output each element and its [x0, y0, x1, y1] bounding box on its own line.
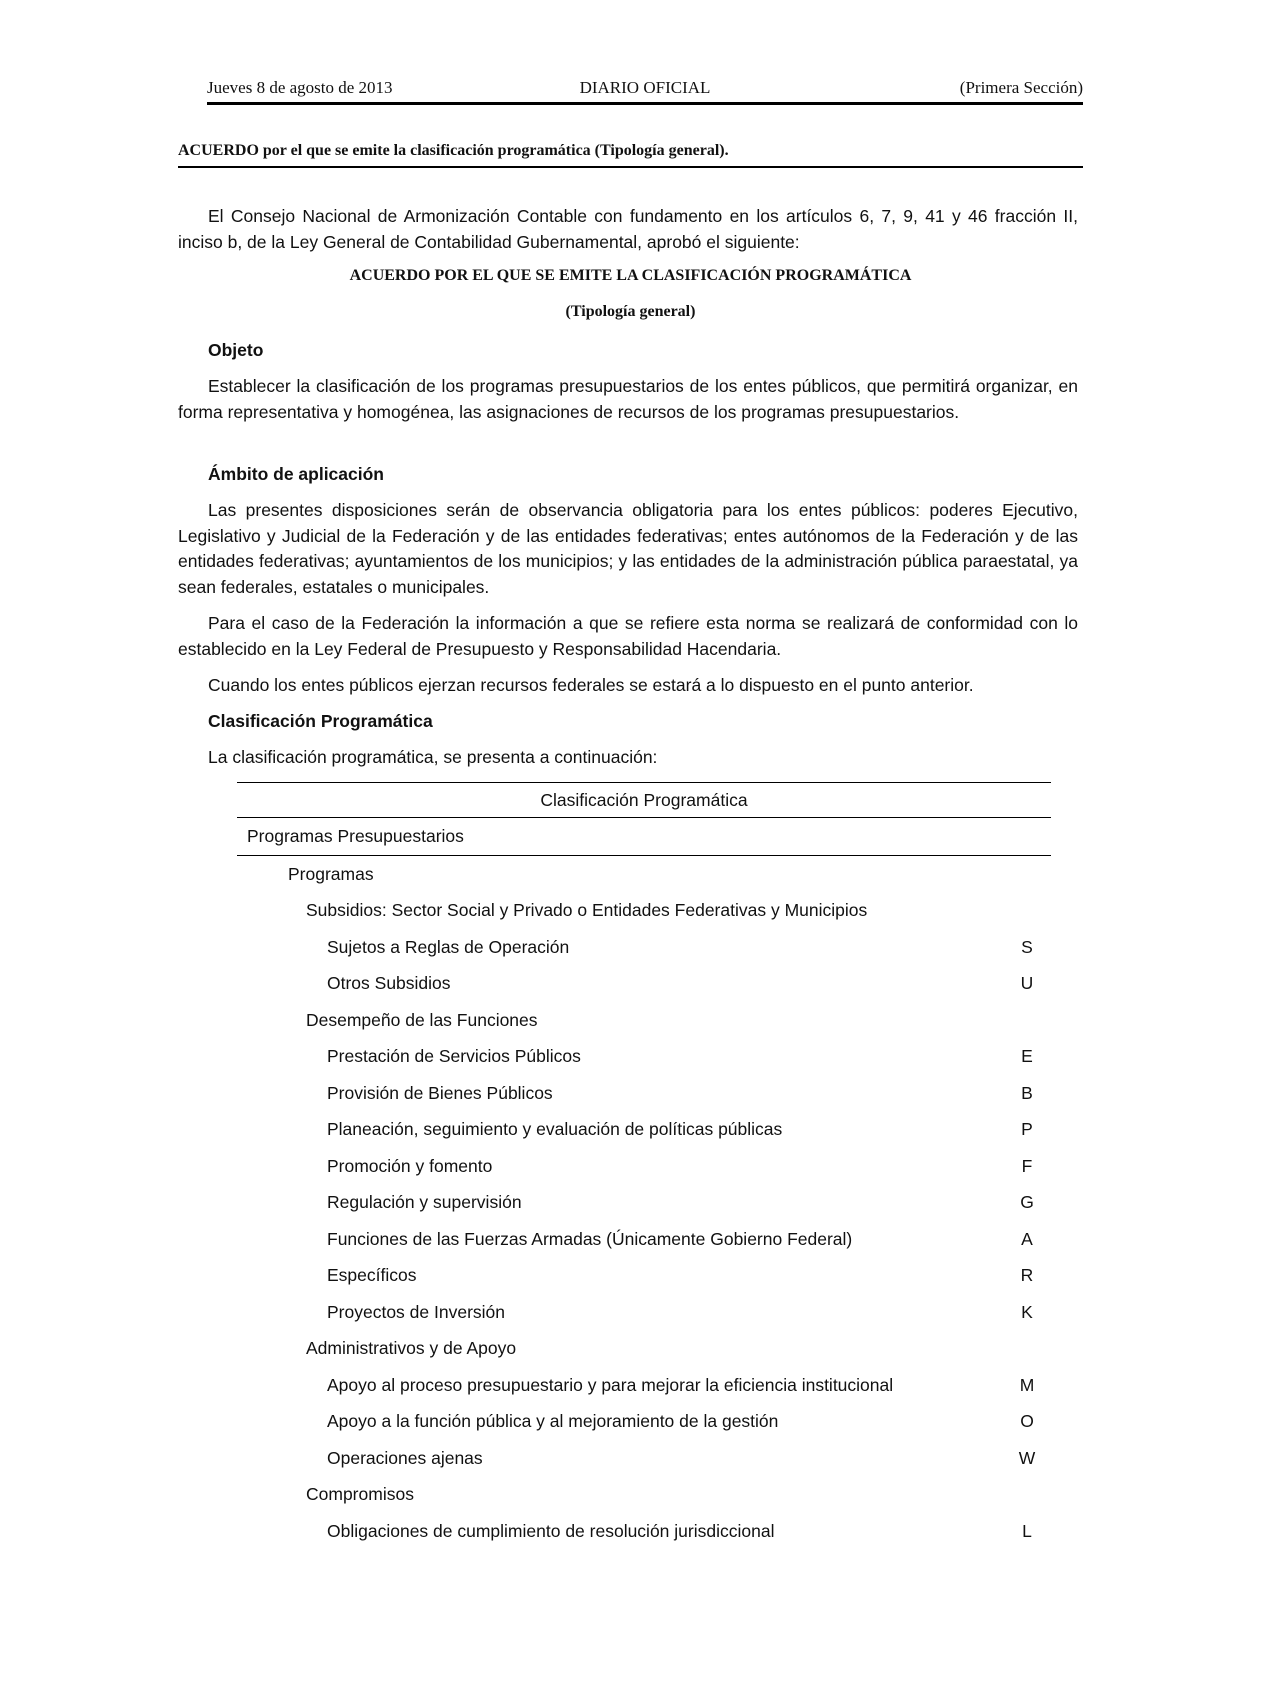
row-label: Programas [288, 863, 374, 884]
classification-table [237, 782, 1051, 1549]
table-row [237, 1440, 1051, 1477]
intro-paragraph: El Consejo Nacional de Armonización Contable con fundamento en los artículos 6, 7, 9, 41 y 46 fracción II, inciso b, de la Ley General de Contabilidad Gubernamental, aprobó el siguiente: [178, 206, 1078, 252]
clasificacion-heading: Clasificación Programática [208, 711, 433, 731]
row-label: Provisión de Bienes Públicos [327, 1082, 553, 1103]
row-label: Operaciones ajenas [327, 1447, 483, 1468]
row-code: R [1020, 1265, 1034, 1285]
objeto-heading: Objeto [208, 340, 264, 360]
header-publication: DIARIO OFICIAL [579, 78, 711, 97]
table-row [237, 1513, 1051, 1550]
row-code: O [1020, 1411, 1034, 1431]
row-code: W [1018, 1447, 1036, 1468]
header-section: (Primera Sección) [959, 78, 1083, 97]
row-code: E [1021, 1046, 1033, 1066]
ambito-heading: Ámbito de aplicación [208, 464, 384, 484]
row-label: Apoyo a la función pública y al mejoramiento de la gestión [327, 1411, 779, 1431]
document-title: ACUERDO por el que se emite la clasificación programática (Tipología general). [178, 142, 1083, 168]
row-code: A [1021, 1228, 1033, 1249]
agreement-subtitle: (Tipología general) [565, 303, 696, 320]
row-label: Planeación, seguimiento y evaluación de políticas públicas [327, 1119, 783, 1139]
row-code: F [1021, 1155, 1033, 1176]
row-label: Compromisos [306, 1484, 414, 1504]
table-row [237, 1367, 1051, 1404]
row-code: B [1021, 1082, 1033, 1103]
objeto-paragraph: Establecer la clasificación de los programas presupuestarios de los entes públicos, que permitirá organizar, en forma representativa y homogénea, las asignaciones de recursos de los programas presupuestarios. [178, 376, 1078, 422]
row-code: K [1021, 1301, 1033, 1322]
table-group-label: Programas Presupuestarios [247, 826, 464, 846]
table-group-row [237, 818, 1051, 855]
row-label: Administrativos y de Apoyo [306, 1338, 517, 1358]
row-label: Obligaciones de cumplimiento de resolución jurisdiccional [327, 1520, 775, 1541]
table-row [237, 965, 1051, 1002]
table-row [237, 929, 1051, 966]
row-label: Proyectos de Inversión [327, 1301, 506, 1322]
ambito-paragraph-1: Las presentes disposiciones serán de observancia obligatoria para los entes públicos: poderes Ejecutivo, Legislativo y Judicial de la Federación y de las entidades federativas; entes autónomos de la Federación y de las entidades federativas; ayuntamientos de los municipios; y las entidades de la administración pública paraestatal, ya sean federales, estatales o municipales. [178, 500, 1078, 597]
page-header [207, 78, 1083, 105]
table-row [237, 1330, 1051, 1367]
table-row [237, 856, 1051, 893]
row-label: Apoyo al proceso presupuestario y para mejorar la eficiencia institucional [327, 1374, 894, 1395]
table-row [237, 892, 1051, 929]
table-row [237, 1111, 1051, 1148]
row-label: Prestación de Servicios Públicos [327, 1046, 581, 1066]
ambito-paragraph-3: Cuando los entes públicos ejerzan recursos federales se estará a lo dispuesto en el punto anterior. [208, 675, 974, 695]
row-label: Otros Subsidios [327, 973, 451, 993]
table-row [237, 1403, 1051, 1440]
agreement-title: ACUERDO POR EL QUE SE EMITE LA CLASIFICACIÓN PROGRAMÁTICA [349, 267, 912, 284]
table-row [237, 1476, 1051, 1513]
row-code: M [1019, 1374, 1035, 1395]
table-row [237, 1184, 1051, 1221]
ambito-paragraph-2: Para el caso de la Federación la información a que se refiere esta norma se realizará de conformidad con lo establecido en la Ley Federal de Presupuesto y Responsabilidad Hacendaria. [178, 613, 1078, 659]
table-row [237, 1257, 1051, 1294]
row-code: U [1020, 973, 1034, 993]
table-row [237, 1148, 1051, 1185]
row-label: Sujetos a Reglas de Operación [327, 936, 570, 957]
row-label: Funciones de las Fuerzas Armadas (Únicamente Gobierno Federal) [327, 1228, 853, 1249]
table-row [237, 1038, 1051, 1075]
row-label: Subsidios: Sector Social y Privado o Entidades Federativas y Municipios [306, 900, 868, 920]
table-header: Clasificación Programática [540, 790, 748, 810]
row-label: Desempeño de las Funciones [306, 1009, 538, 1030]
row-label: Específicos [327, 1265, 417, 1285]
table-row [237, 1002, 1051, 1039]
row-label: Promoción y fomento [327, 1155, 493, 1176]
row-label: Regulación y supervisión [327, 1192, 522, 1212]
row-code: G [1020, 1192, 1034, 1212]
header-date: Jueves 8 de agosto de 2013 [207, 78, 393, 97]
row-code: S [1021, 936, 1033, 957]
table-row [237, 1221, 1051, 1258]
table-row [237, 1294, 1051, 1331]
row-code: P [1021, 1119, 1033, 1139]
clasificacion-intro: La clasificación programática, se presenta a continuación: [208, 747, 658, 767]
table-row [237, 1075, 1051, 1112]
row-code: L [1022, 1520, 1032, 1541]
